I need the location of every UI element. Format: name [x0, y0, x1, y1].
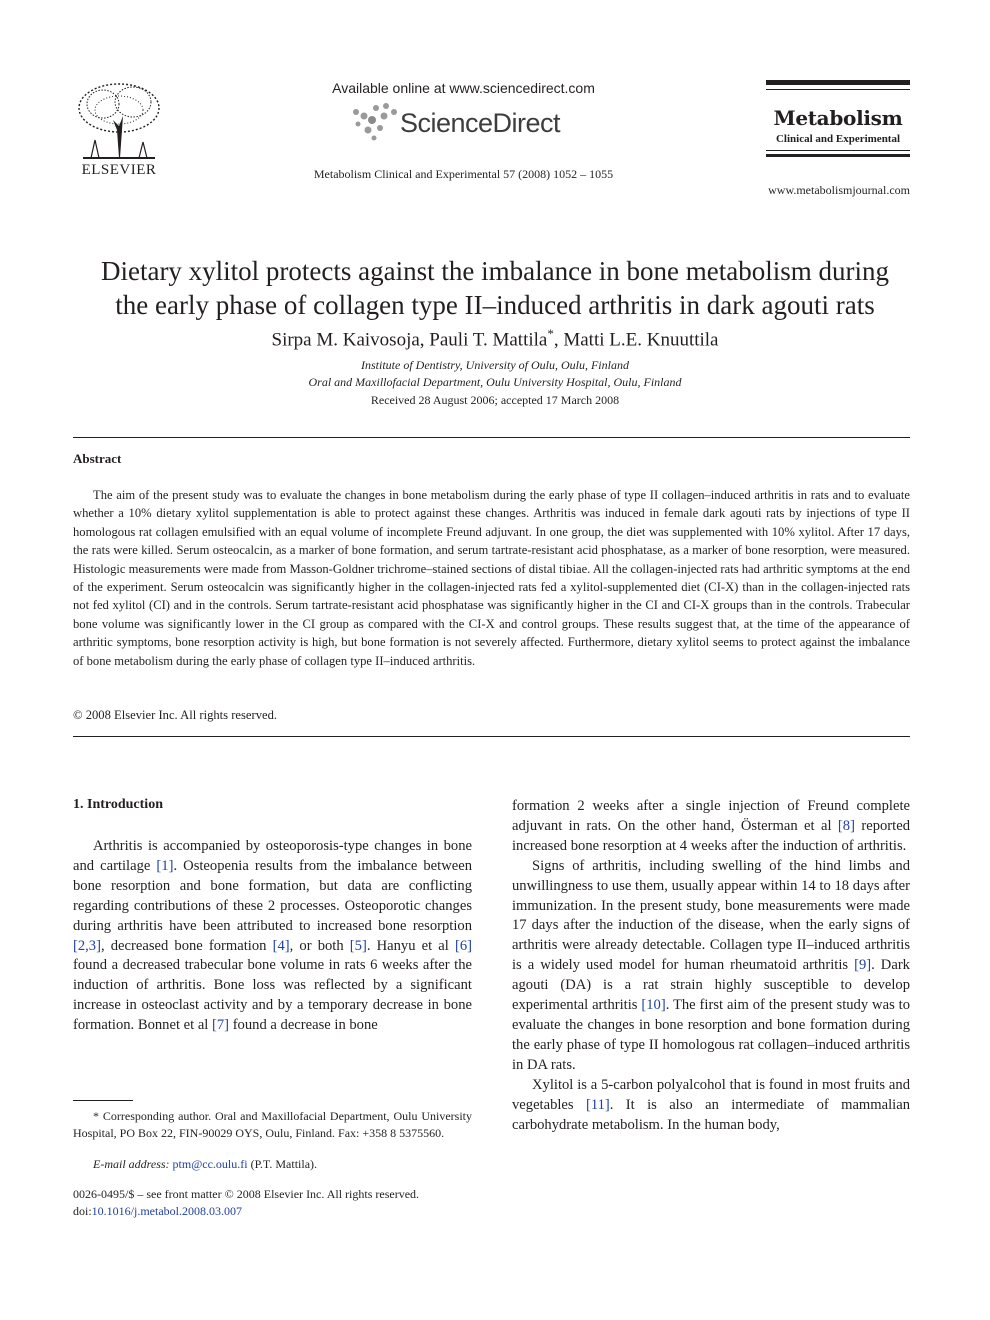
intro-text: Xylitol is a 5-carbon polyalcohol that is found in most fruits and vegetables — [512, 1076, 910, 1113]
journal-rule-thick-top — [766, 80, 910, 85]
available-online-text: Available online at www.sciencedirect.com — [332, 80, 595, 96]
email-link[interactable]: ptm@cc.oulu.fi — [172, 1157, 248, 1171]
sciencedirect-dots-icon — [348, 102, 400, 146]
elsevier-wordmark: ELSEVIER — [81, 162, 157, 178]
affiliation-2: Oral and Maxillofacial Department, Oulu University Hospital, Oulu, Finland — [308, 375, 682, 389]
intro-text: . The first aim of the present study was to evaluate the changes in bone resorption and bone formation during the early phase of type II homologous rat collagen–induced arthritis in DA rats. — [512, 997, 910, 1073]
corresponding-mark[interactable]: * — [547, 326, 554, 341]
reference-link-1[interactable]: [1] — [156, 857, 174, 874]
intro-text: . Dark agouti (DA) is a rat strain highly susceptible to develop experimental arthritis — [512, 957, 910, 1014]
author-2: Pauli T. Mattila — [429, 329, 548, 351]
sciencedirect-wordmark: ScienceDirect — [400, 108, 561, 138]
author-3: , Matti L.E. Knuuttila — [553, 329, 719, 351]
reference-link-5[interactable]: [5] — [349, 937, 367, 954]
author-1: Sirpa M. Kaivosoja, — [271, 329, 430, 351]
email-label: E-mail address: — [93, 1157, 173, 1171]
reference-link-11[interactable]: [11] — [585, 1096, 610, 1113]
intro-text: , decreased bone formation — [100, 937, 273, 954]
doi-link[interactable]: 10.1016/j.metabol.2008.03.007 — [91, 1204, 242, 1218]
intro-column-1 — [73, 837, 472, 1036]
intro-text: , or both — [289, 937, 350, 954]
reference-link-2-3[interactable]: [2,3] — [73, 937, 101, 954]
doi-line — [73, 1203, 419, 1220]
intro-text: Signs of arthritis, including swelling of the hind limbs and unwillingness to use them, usually appear within 14 to 18 days after immunization. In the present study, bone measurements were made 17 days after the induction of the disease, when the early signs of arthritis were already detectable. Collagen type II–induced arthritis is a widely used model for human rheumatoid arthritis — [512, 857, 910, 974]
intro-text: found a decrease in bone — [229, 1017, 378, 1034]
section-heading-introduction: 1. Introduction — [73, 797, 163, 812]
front-matter-line: 0026-0495/$ – see front matter © 2008 Elsevier Inc. All rights reserved. — [73, 1187, 420, 1201]
journal-url[interactable]: www.metabolismjournal.com — [768, 183, 910, 197]
doi-label: doi: — [73, 1204, 92, 1218]
intro-text: Arthritis is accompanied by osteoporosis-type changes in bone and cartilage — [73, 838, 472, 874]
reference-link-10[interactable]: [10] — [641, 997, 666, 1014]
author-list — [0, 326, 990, 351]
reference-link-7[interactable]: [7] — [212, 1017, 230, 1034]
intro-paragraph-signs — [512, 857, 910, 1076]
journal-citation: Metabolism Clinical and Experimental 57 (2008) 1052 – 1055 — [313, 167, 614, 181]
email-suffix: (P.T. Mattila). — [247, 1157, 318, 1171]
intro-paragraph-xylitol — [512, 1076, 910, 1136]
reference-link-8[interactable]: [8] — [837, 817, 855, 834]
journal-name: Metabolism — [773, 106, 903, 130]
article-title-line-2: the early phase of collagen type II–induced arthritis in dark agouti rats — [115, 290, 875, 320]
email-footnote — [73, 1157, 472, 1172]
reference-link-6[interactable]: [6] — [454, 937, 472, 954]
intro-text: . It is also an intermediate of mammalian carbohydrate metabolism. In the human body, — [512, 1096, 910, 1133]
article-title — [60, 254, 930, 322]
abstract-top-rule — [73, 437, 910, 438]
journal-rule-thick-bottom — [766, 154, 910, 157]
abstract-text: The aim of the present study was to evaluate the changes in bone metabolism during the early phase of type II collagen–induced arthritis in rats and to evaluate whether a 10% dietary xylitol supplementation is able to protect against these changes. Arthritis was induced in female dark agouti rats by injections of type II homologous rat collagen emulsified with an equal volume of incomplete Freund adjuvant. In one group, the diet was supplemented with 10% xylitol. After 17 days, the rats were killed. Serum osteocalcin, as a marker of bone formation, and serum tartrate-resistant acid phosphatase, as a marker of bone resorption, were measured. Histologic measurements were made from Masson-Goldner trichrome–stained sections of distal tibiae. All the collagen-injected rats had arthritic symptoms at the end of the experiment. Serum osteocalcin was significantly higher in the collagen-injected rats fed a xylitol-supplemented diet (CI-X) than in the collagen-injected rats not fed xylitol (CI) and in the controls. Serum tartrate-resistant acid phosphatase was significantly higher in the CI and CI-X groups than in the controls. Trabecular bone volume was significantly lower in the CI group as compared with the CI-X and control groups. These results suggest that, at the time of the appearance of arthritic symptoms, bone resorption activity is high, but bone formation is not severely affected. Furthermore, dietary xylitol seems to protect against the imbalance of bone metabolism during the early phase of collagen type II–induced arthritis. — [73, 488, 910, 668]
intro-text: found a decreased trabecular bone volume in rats 6 weeks after the induction of arthritis. Bone loss was reflected by a significant increase in osteoclast activity and by a temporary decrease in bone formation. Bonnet et al — [73, 957, 472, 1034]
intro-text: . Hanyu et al — [366, 937, 455, 954]
intro-text: formation 2 weeks after a single injection of Freund complete adjuvant in rats. On the other hand, Österman et al — [512, 798, 910, 834]
journal-subtitle: Clinical and Experimental — [775, 133, 901, 145]
sciencedirect-logo[interactable] — [348, 102, 588, 146]
abstract-bottom-rule — [73, 736, 910, 737]
affiliation-1: Institute of Dentistry, University of Oulu, Oulu, Finland — [361, 358, 629, 372]
intro-column-2 — [512, 797, 910, 1135]
reference-link-9[interactable]: [9] — [854, 957, 872, 974]
abstract-heading: Abstract — [73, 451, 122, 466]
intro-paragraph-continued — [512, 797, 910, 857]
received-dates: Received 28 August 2006; accepted 17 March 2008 — [370, 393, 620, 407]
journal-rule-thin-bottom — [766, 150, 910, 151]
intro-text: reported increased bone resorption at 4 weeks after the induction of arthritis. — [512, 817, 910, 854]
corresponding-author-footnote: * Corresponding author. Oral and Maxillofacial Department, Oulu University Hospital, PO Box 22, FIN-90029 OYS, Oulu, Finland. Fax: +358 8 5375560. — [73, 1109, 472, 1140]
journal-rule-thin-top — [766, 89, 910, 90]
footnote-rule — [73, 1100, 133, 1101]
front-matter — [73, 1186, 419, 1220]
article-title-line-1: Dietary xylitol protects against the imbalance in bone metabolism during — [100, 256, 890, 286]
reference-link-4[interactable]: [4] — [272, 937, 290, 954]
abstract-copyright: © 2008 Elsevier Inc. All rights reserved. — [73, 708, 278, 722]
intro-text: . Osteopenia results from the imbalance between bone resorption and bone formation, but data are conflicting regarding contributions of these 2 processes. Osteoporotic changes during arthritis have been attributed to increased bone resorption — [73, 857, 472, 934]
affiliations — [0, 357, 990, 391]
